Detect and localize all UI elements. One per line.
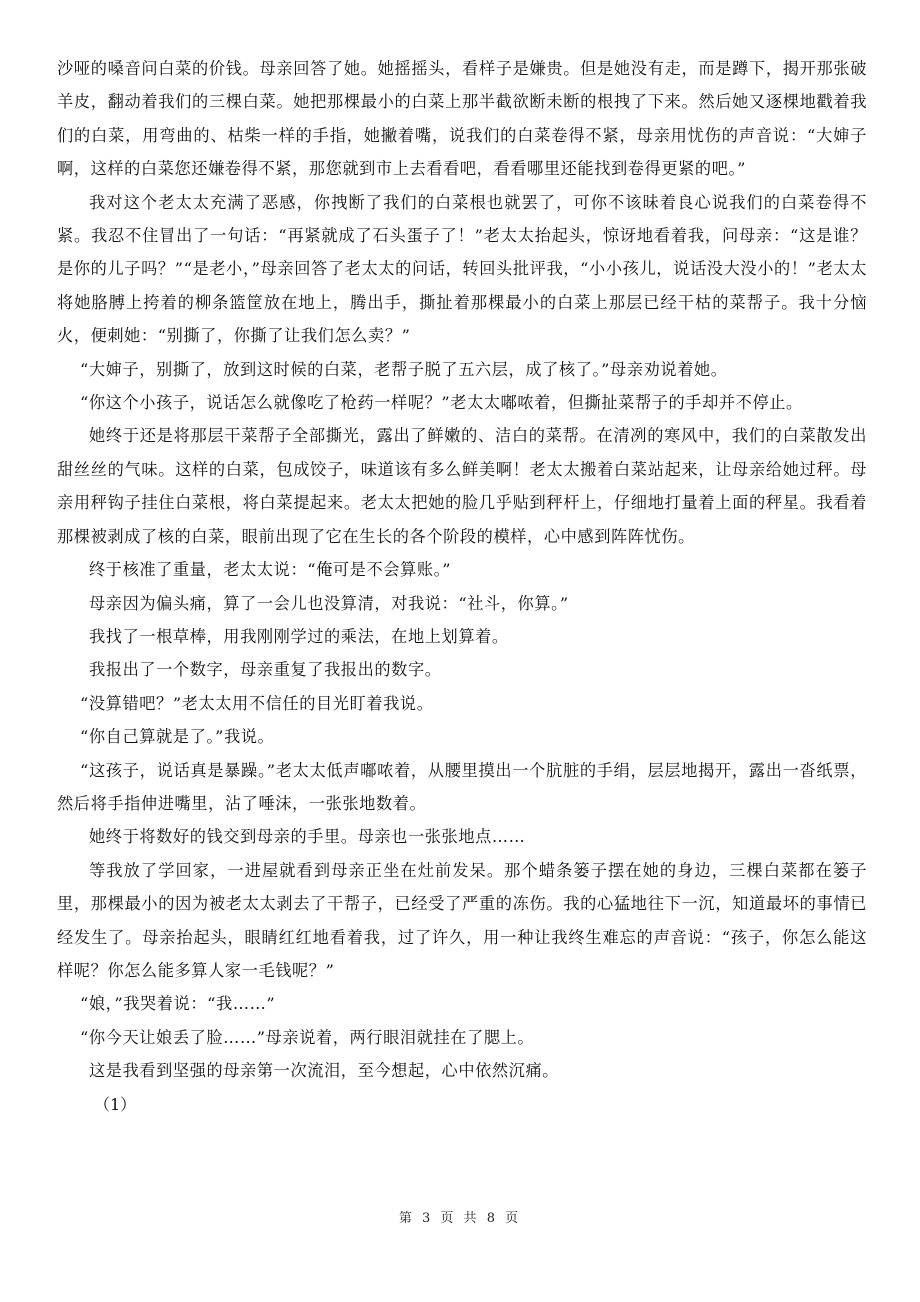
paragraph-15: “娘，”我哭着说：“我……” [80,994,276,1014]
paragraph-2: 我对这个老太太充满了恶感，你拽断了我们的白菜根也就罢了，可你不该昧着良心说我们的白菜卷得不紧。我忍不住冒出了一句话：“再紧就成了石头蛋子了！”老太太抬起头，惊讶地看着我，问母亲：“这是谁？是你的儿子吗？”“是老小，”母亲回答了老太太的问话，转回头批评我，“小小孩儿，说话没大没小的！”老太太将她胳膊上挎着的柳条篮筐放在地上，腾出手，撕扯着那棵最小的白菜上那层已经干枯的菜帮子。我十分恼火，便刺她：“别撕了，你撕了让我们怎么卖？” [57,192,867,346]
paragraph-12: “这孩子，说话真是暴躁。”老太太低声嘟哝着，从腰里摸出一个肮脏的手绢，层层地揭开，露出一沓纸票，然后将手指伸进嘴里，沾了唾沫，一张张地数着。 [57,760,867,813]
paragraph-6: 终于核准了重量，老太太说：“俺可是不会算账。” [89,560,452,580]
paragraph-1: 沙哑的嗓音问白菜的价钱。母亲回答了她。她摇摇头，看样子是嫌贵。但是她没有走，而是蹲下，揭开那张破羊皮，翻动着我们的三棵白菜。她把那棵最小的白菜上那半截欲断未断的根拽了下来。然后她又逐棵地戳着我们的白菜，用弯曲的、枯柴一样的手指，她撇着嘴，说我们的白菜卷得不紧，母亲用忧伤的声音说：“大婶子啊，这样的白菜您还嫌卷得不紧，那您就到市上去看看吧，看看哪里还能找到卷得更紧的吧。” [57,59,867,179]
paragraph-7: 母亲因为偏头痛，算了一会儿也没算清，对我说：“社斗，你算。” [89,593,569,613]
paragraph-14: 等我放了学回家，一进屋就看到母亲正坐在灶前发呆。那个蜡条篓子摆在她的身边，三棵白菜都在篓子里，那棵最小的因为被老太太剥去了干帮子，已经受了严重的冻伤。我的心猛地往下一沉，知道最坏的事情已经发生了。母亲抬起头，眼睛红红地看着我，过了许久，用一种让我终生难忘的声音说：“孩子，你怎么能这样呢？你怎么能多算人家一毛钱呢？” [57,860,867,980]
question-number: （1） [94,1094,137,1114]
paragraph-5: 她终于还是将那层干菜帮子全部撕光，露出了鲜嫩的、洁白的菜帮。在清冽的寒风中，我们的白菜散发出甜丝丝的气味。这样的白菜，包成饺子，味道该有多么鲜美啊！老太太搬着白菜站起来，让母亲给她过秤。母亲用秤钩子挂住白菜根，将白菜提起来。老太太把她的脸几乎贴到秤杆上，仔细地打量着上面的秤星。我看着那棵被剥成了核的白菜，眼前出现了它在生长的各个阶段的模样，心中感到阵阵忧伤。 [57,426,867,546]
paragraph-3: “大婶子，别撕了，放到这时候的白菜，老帮子脱了五六层，成了核了。”母亲劝说着她。 [80,359,728,379]
paragraph-10: “没算错吧？”老太太用不信任的目光盯着我说。 [80,693,434,713]
paragraph-11: “你自己算就是了。”我说。 [80,727,275,747]
paragraph-4: “你这个小孩子，说话怎么就像吃了枪药一样呢？”老太太嘟哝着，但撕扯菜帮子的手却并不停止。 [80,393,803,413]
page-footer: 第 3 页 共 8 页 [398,1211,522,1226]
paragraph-16: “你今天让娘丢了脸……”母亲说着，两行眼泪就挂在了腮上。 [80,1027,535,1047]
paragraph-8: 我找了一根草棒，用我刚刚学过的乘法，在地上划算着。 [89,626,509,646]
paragraph-9: 我报出了一个数字，母亲重复了我报出的数字。 [89,660,442,680]
paragraph-13: 她终于将数好的钱交到母亲的手里。母亲也一张张地点…… [89,827,526,847]
document-page [57,52,867,1121]
paragraph-17: 这是我看到坚强的母亲第一次流泪，至今想起，心中依然沉痛。 [89,1061,560,1081]
